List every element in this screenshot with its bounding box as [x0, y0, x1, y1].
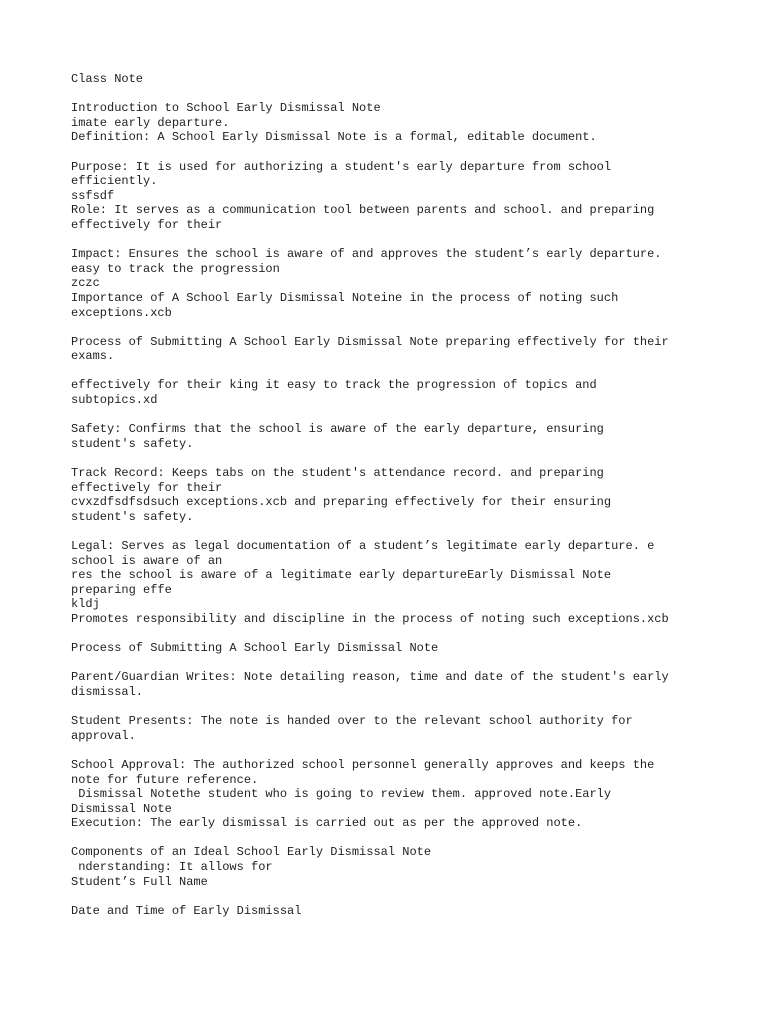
- text-line: effectively for their: [71, 480, 223, 495]
- text-line: nderstanding: It allows for: [71, 860, 273, 875]
- text-line: exams.: [71, 349, 115, 364]
- paragraph-purpose: [71, 160, 711, 233]
- paragraph-safety: [71, 422, 711, 451]
- text-line: Dismissal Note: [71, 801, 172, 816]
- text-line: efficiently.: [71, 174, 158, 189]
- document-page: [71, 72, 711, 933]
- text-line: student's safety.: [71, 509, 194, 524]
- paragraph-school-approval: [71, 758, 711, 831]
- paragraph-effectively: [71, 378, 711, 407]
- text-line: kldj: [71, 597, 100, 612]
- paragraph-introduction: [71, 101, 711, 145]
- paragraph-student-presents: [71, 714, 711, 743]
- text-line: preparing effe: [71, 582, 172, 597]
- text-line: Dismissal Notethe student who is going to review them. approved note.Early: [71, 787, 612, 802]
- paragraph-title: [71, 72, 711, 87]
- text-line: res the school is aware of a legitimate early departureEarly Dismissal Note: [71, 568, 612, 583]
- text-line: approval.: [71, 728, 136, 743]
- paragraph-date-time: [71, 904, 711, 919]
- text-line: Safety: Confirms that the school is aware of the early departure, ensuring: [71, 422, 604, 437]
- paragraph-components: [71, 845, 711, 889]
- text-line: Execution: The early dismissal is carried out as per the approved note.: [71, 816, 583, 831]
- text-line: Purpose: It is used for authorizing a student's early departure from school: [71, 159, 612, 174]
- text-line: zczc: [71, 276, 100, 291]
- text-line: dismissal.: [71, 684, 144, 699]
- text-line: exceptions.xcb: [71, 305, 172, 320]
- text-line: Promotes responsibility and discipline in the process of noting such exceptions.xcb: [71, 611, 669, 626]
- paragraph-process-submitting: [71, 335, 711, 364]
- text-line: imate early departure.: [71, 115, 230, 130]
- text-line: Role: It serves as a communication tool between parents and school. and preparing: [71, 203, 655, 218]
- text-line: note for future reference.: [71, 772, 259, 787]
- text-line: Impact: Ensures the school is aware of and approves the student’s early departure.: [71, 247, 662, 262]
- text-line: Student’s Full Name: [71, 874, 208, 889]
- text-line: Introduction to School Early Dismissal Note: [71, 101, 381, 116]
- text-line: Process of Submitting A School Early Dismissal Note preparing effectively for their: [71, 334, 669, 349]
- text-line: Process of Submitting A School Early Dismissal Note: [71, 641, 439, 656]
- text-line: cvxzdfsdfsdsuch exceptions.xcb and preparing effectively for their ensuring: [71, 495, 612, 510]
- text-line: Student Presents: The note is handed over to the relevant school authority for: [71, 714, 633, 729]
- text-line: Class Note: [71, 72, 144, 86]
- text-line: School Approval: The authorized school personnel generally approves and keeps the: [71, 757, 655, 772]
- paragraph-impact: [71, 247, 711, 320]
- paragraph-parent-writes: [71, 670, 711, 699]
- text-line: school is aware of an: [71, 553, 223, 568]
- text-line: Definition: A School Early Dismissal Note is a formal, editable document.: [71, 130, 597, 145]
- text-line: effectively for their king it easy to track the progression of topics and: [71, 378, 597, 393]
- text-line: Importance of A School Early Dismissal Noteine in the process of noting such: [71, 290, 619, 305]
- text-line: Legal: Serves as legal documentation of a student’s legitimate early departure. e: [71, 539, 655, 553]
- paragraph-process-heading: [71, 641, 711, 656]
- text-line: subtopics.xd: [71, 393, 158, 408]
- text-line: Date and Time of Early Dismissal: [71, 903, 302, 918]
- text-line: Parent/Guardian Writes: Note detailing reason, time and date of the student's early: [71, 670, 669, 685]
- text-line: student's safety.: [71, 436, 194, 451]
- text-line: effectively for their: [71, 217, 223, 232]
- text-line: Track Record: Keeps tabs on the student's attendance record. and preparing: [71, 466, 604, 481]
- text-line: ssfsdf: [71, 188, 115, 203]
- paragraph-legal: [71, 539, 711, 627]
- text-line: easy to track the progression: [71, 261, 280, 276]
- paragraph-track-record: [71, 466, 711, 524]
- text-line: Components of an Ideal School Early Dismissal Note: [71, 845, 432, 860]
